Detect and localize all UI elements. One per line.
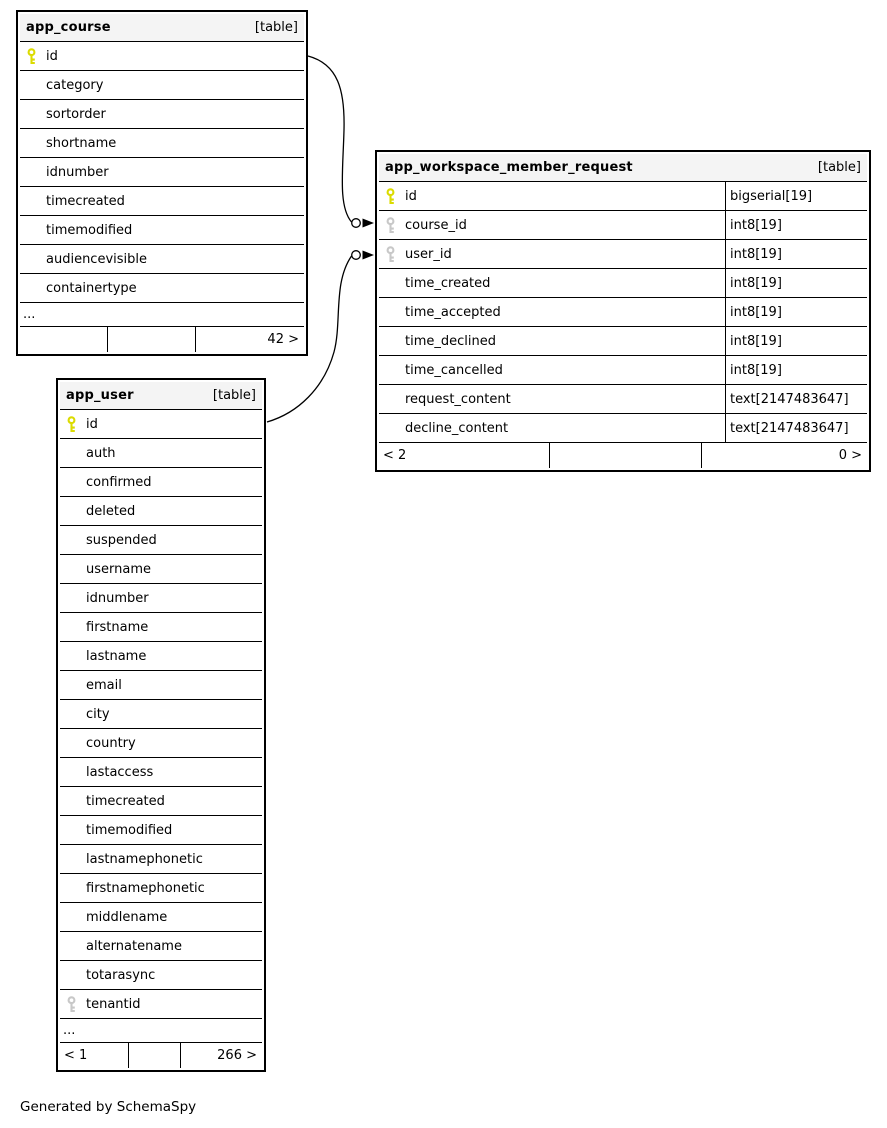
column-name: timemodified [86, 822, 173, 838]
column-type: bigserial[19] [725, 182, 867, 210]
table-title: app_workspace_member_request [385, 160, 633, 175]
column-row [379, 326, 867, 355]
ellipsis-row: ... [60, 1018, 262, 1042]
column-name: city [86, 706, 110, 722]
column-type: int8[19] [725, 240, 867, 268]
column-name: timecreated [86, 793, 165, 809]
table-app_workspace_member_request [375, 150, 871, 472]
column-row [20, 70, 304, 99]
column-name: middlename [86, 909, 168, 925]
column-type: text[2147483647] [725, 385, 867, 413]
column-row [20, 41, 304, 70]
column-name: firstname [86, 619, 149, 635]
column-name: lastaccess [86, 764, 154, 780]
column-name: decline_content [405, 420, 509, 436]
column-row [60, 670, 262, 699]
column-row [60, 757, 262, 786]
column-row [60, 409, 262, 438]
table-app_course [16, 10, 308, 356]
column-row [60, 989, 262, 1018]
column-name: confirmed [86, 474, 152, 490]
children-count: 0 > [701, 443, 867, 468]
zero-or-many-circle-user [352, 251, 361, 260]
column-row [60, 728, 262, 757]
column-name: sortorder [46, 106, 106, 122]
parents-count: < 2 [383, 448, 407, 463]
column-row [379, 210, 867, 239]
column-row [60, 960, 262, 989]
column-row [20, 215, 304, 244]
table-header-app_workspace_member_request[interactable] [379, 154, 867, 181]
column-row [60, 641, 262, 670]
column-name: country [86, 735, 136, 751]
column-name: alternatename [86, 938, 182, 954]
column-row [60, 699, 262, 728]
column-name: id [405, 188, 417, 204]
column-row [60, 931, 262, 960]
column-row [60, 438, 262, 467]
paging-footer [20, 326, 304, 352]
column-name: timemodified [46, 222, 133, 238]
column-row [379, 413, 867, 442]
column-row [60, 815, 262, 844]
arrowhead-course-fk [363, 219, 375, 228]
footer-spacer [128, 1043, 180, 1068]
column-name: suspended [86, 532, 157, 548]
column-type: text[2147483647] [725, 414, 867, 442]
paging-footer [60, 1042, 262, 1068]
relationship-curve-course-to-request [308, 56, 352, 222]
column-row [379, 355, 867, 384]
key-icon [385, 217, 396, 234]
column-name: request_content [405, 391, 511, 407]
column-name: audiencevisible [46, 251, 148, 267]
table-app_user [56, 378, 266, 1072]
column-type: int8[19] [725, 356, 867, 384]
column-name: user_id [405, 246, 452, 262]
column-row [60, 496, 262, 525]
column-type: int8[19] [725, 327, 867, 355]
children-count: 42 > [195, 327, 304, 352]
column-name: email [86, 677, 122, 693]
column-type: int8[19] [725, 298, 867, 326]
children-count: 266 > [180, 1043, 262, 1068]
column-name: shortname [46, 135, 117, 151]
table-type-tag: [table] [817, 160, 861, 175]
zero-or-many-circle-course [352, 219, 361, 228]
column-name: totarasync [86, 967, 156, 983]
column-row [379, 268, 867, 297]
column-row [379, 239, 867, 268]
column-name: time_declined [405, 333, 496, 349]
footer-spacer [107, 327, 195, 352]
column-name: idnumber [46, 164, 109, 180]
column-name: time_accepted [405, 304, 501, 320]
column-name: idnumber [86, 590, 149, 606]
table-type-tag: [table] [212, 388, 256, 403]
column-name: lastname [86, 648, 147, 664]
column-name: auth [86, 445, 116, 461]
table-header-app_user[interactable] [60, 382, 262, 409]
column-row [60, 902, 262, 931]
column-name: deleted [86, 503, 136, 519]
column-name: firstnamephonetic [86, 880, 205, 896]
column-row [60, 844, 262, 873]
column-row [379, 181, 867, 210]
column-name: lastnamephonetic [86, 851, 203, 867]
column-row [60, 786, 262, 815]
column-row [379, 384, 867, 413]
table-title: app_user [66, 388, 134, 403]
table-title: app_course [26, 20, 111, 35]
column-type: int8[19] [725, 269, 867, 297]
paging-footer [379, 442, 867, 468]
column-row [379, 297, 867, 326]
column-row [60, 525, 262, 554]
column-name: time_created [405, 275, 491, 291]
column-list [20, 41, 304, 302]
column-name: tenantid [86, 996, 141, 1012]
column-row [20, 157, 304, 186]
column-row [60, 873, 262, 902]
column-row [20, 244, 304, 273]
column-row [60, 554, 262, 583]
column-row [20, 128, 304, 157]
column-row [20, 186, 304, 215]
column-name: category [46, 77, 104, 93]
column-list [60, 409, 262, 1018]
table-type-tag: [table] [254, 20, 298, 35]
key-icon [66, 996, 77, 1013]
table-header-app_course[interactable] [20, 14, 304, 41]
parents-count: < 1 [64, 1048, 88, 1063]
column-name: id [46, 48, 58, 64]
footer-spacer [549, 443, 701, 468]
column-name: time_cancelled [405, 362, 503, 378]
column-type: int8[19] [725, 211, 867, 239]
column-name: username [86, 561, 151, 577]
ellipsis-row: ... [20, 302, 304, 326]
generated-by-note: Generated by SchemaSpy [20, 1099, 197, 1115]
key-icon [385, 246, 396, 263]
column-row [60, 467, 262, 496]
key-icon [385, 188, 396, 205]
key-icon [66, 416, 77, 433]
column-name: course_id [405, 217, 467, 233]
column-name: containertype [46, 280, 137, 296]
arrowhead-user-fk [363, 251, 375, 260]
column-row [20, 99, 304, 128]
column-row [60, 583, 262, 612]
column-row [60, 612, 262, 641]
parents-count [20, 327, 107, 352]
column-name: id [86, 416, 98, 432]
key-icon [26, 48, 37, 65]
column-list [379, 181, 867, 442]
column-row [20, 273, 304, 302]
column-name: timecreated [46, 193, 125, 209]
